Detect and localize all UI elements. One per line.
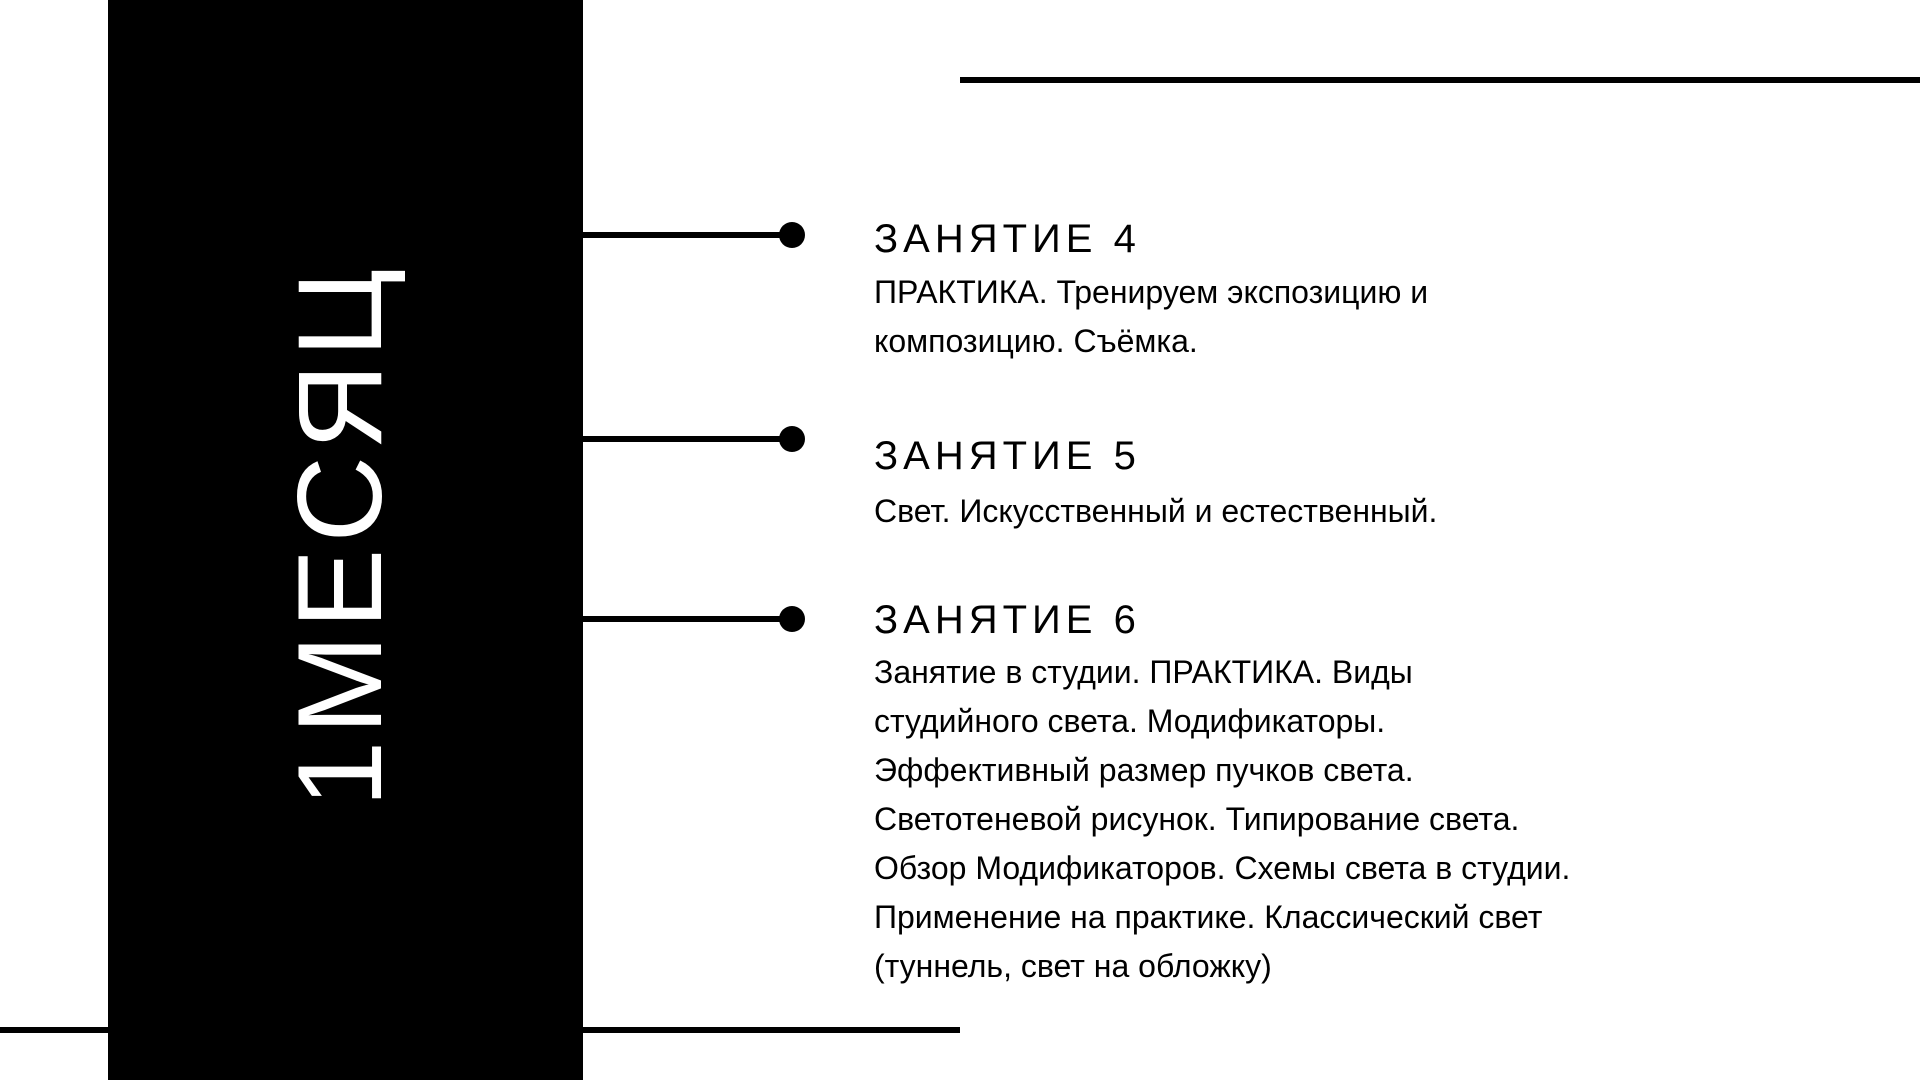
lesson-description-line: студийного света. Модификаторы.	[874, 703, 1386, 739]
lesson-description-line: Эффективный размер пучков света.	[874, 752, 1414, 788]
lesson-description-line: (туннель, свет на обложку)	[874, 948, 1272, 984]
lesson-description-line: ПРАКТИКА. Тренируем экспозицию и	[874, 274, 1429, 310]
timeline-connector-line	[583, 232, 792, 238]
lesson-description-line: Свет. Искусственный и естественный.	[874, 493, 1438, 529]
timeline-dot-icon	[779, 222, 805, 248]
month-title: 1МЕСЯЦ	[273, 262, 407, 808]
lesson-description-line: Светотеневой рисунок. Типирование света.	[874, 801, 1520, 837]
lesson-description-line: Обзор Модификаторов. Схемы света в студии.	[874, 850, 1571, 886]
lesson-heading: ЗАНЯТИЕ 4	[874, 217, 1141, 261]
timeline-connector-line	[583, 436, 792, 442]
lesson-description-line: Занятие в студии. ПРАКТИКА. Виды	[874, 654, 1413, 690]
lesson-description	[874, 268, 1428, 366]
lesson-heading: ЗАНЯТИЕ 6	[874, 598, 1141, 642]
timeline-connector-line	[583, 616, 792, 622]
timeline-dot-icon	[779, 606, 805, 632]
lesson-description-line: композицию. Съёмка.	[874, 323, 1198, 359]
lesson-heading: ЗАНЯТИЕ 5	[874, 434, 1141, 478]
timeline-dot-icon	[779, 426, 805, 452]
lesson-description	[874, 648, 1570, 991]
top-divider-line	[960, 77, 1920, 83]
lesson-description	[874, 487, 1437, 536]
lesson-description-line: Применение на практике. Классический свет	[874, 899, 1543, 935]
